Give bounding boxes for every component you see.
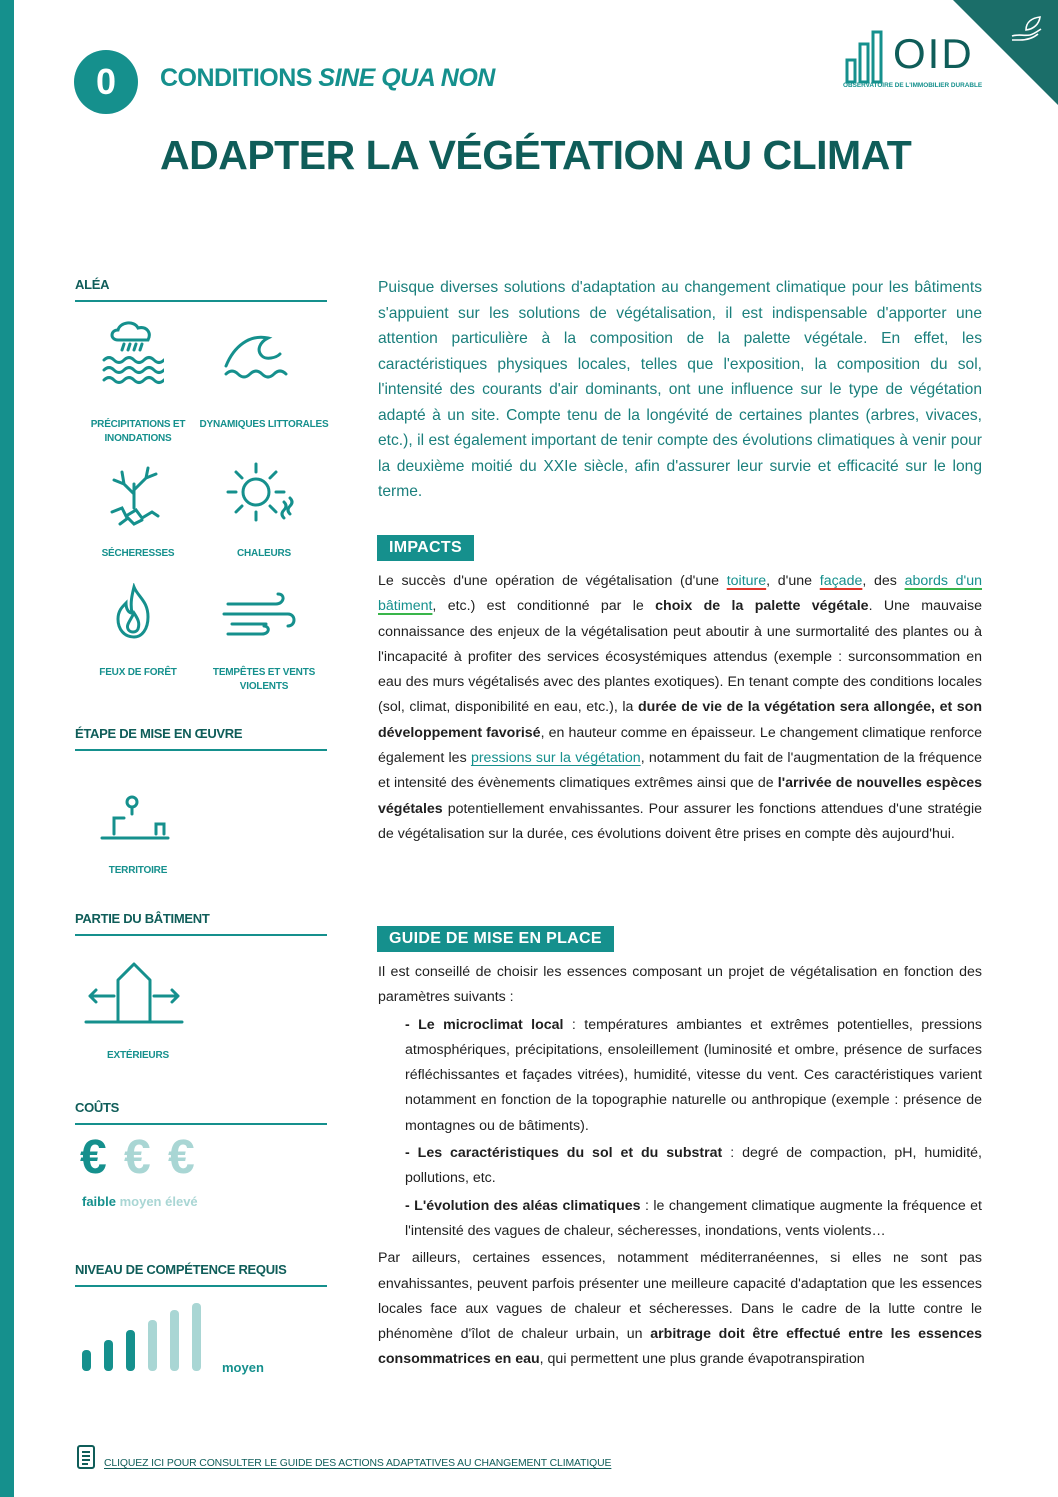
partie-label: EXTÉRIEURS [107, 1050, 169, 1061]
alea-label-littorales: DYNAMIQUES LITTORALES [199, 419, 329, 430]
logo-text: OID [893, 30, 974, 77]
hand-leaf-icon [1008, 14, 1044, 44]
impacts-paragraph: Le succès d'une opération de végétalisation (d'une toiture, d'une façade, des abords d'un bâtiment, etc.) est conditionné par le choix de la palette végétale. Une mauvaise connaissance des enjeux de la végétalisation peut aboutir à une surmortalité des plantes ou à l'incapacité à profiter des services écosystémiques attendus (exemple : surconsommation en eau des murs végétalisés avec des plantes exotiques). En tenant compte des conditions locales (sol, climat, disponibilité en eau, etc.), la durée de vie de la végétation sera allongée, et son développement favorisé, en hauteur comme en épaisseur. Le changement climatique renforce également les pressions sur la végétation, notamment du fait de l'augmentation de la fréquence et intensité des évènements climatiques extrêmes ainsi que de l'arrivée de nouvelles espèces végétales potentiellement envahissantes. Pour assurer les fonctions attendues d'une stratégie de végétalisation sur la durée, ces évolutions doivent être prises en compte dès aujourd'hui. [378, 573, 983, 842]
competence-bar-1 [82, 1350, 91, 1371]
partie-heading: PARTIE DU BÂTIMENT [75, 911, 327, 936]
cost-level-moyen: moyen [119, 1194, 162, 1209]
link-toiture[interactable]: toiture [726, 573, 767, 589]
link-abords[interactable]: abords d'un bâtiment [378, 573, 983, 615]
cost-euro-faible: € [80, 1131, 107, 1184]
alea-label-chaleurs: CHALEURS [237, 548, 291, 559]
impacts-tag: IMPACTS [377, 535, 474, 561]
couts-heading: COÛTS [75, 1100, 327, 1125]
link-pressions[interactable]: pressions sur la végétation [470, 750, 641, 767]
cost-level-eleve: élevé [165, 1194, 198, 1209]
alea-label-tempetes: TEMPÊTES ET VENTS VIOLENTS [212, 667, 316, 692]
competence-bar-4 [148, 1320, 157, 1371]
document-icon [76, 1444, 96, 1470]
link-facade[interactable]: façade [819, 573, 863, 589]
cost-euro-eleve: € [168, 1131, 195, 1184]
guide-content [378, 960, 982, 1373]
page-title: ADAPTER LA VÉGÉTATION AU CLIMAT [160, 132, 912, 178]
alea-label-precipitations: PRÉCIPITATIONS ET INONDATIONS [90, 419, 186, 444]
guide-paragraph: Par ailleurs, certaines essences, notamment méditerranéennes, si elles ne sont pas envahissantes, peuvent parfois présenter une meilleure capacité d'adaptation que les essences locales face aux vagues de chaleur et sécheresses. Dans le cadre de la lutte contre le phénomène d'îlot de chaleur urbain, un arbitrage doit être effectué entre les essences consommatrices en eau, qui permettent une plus grande évapotranspiration [378, 1250, 983, 1368]
logo-tagline: OBSERVATOIRE DE L'IMMOBILIER DURABLE [843, 82, 983, 89]
left-accent-bar [0, 0, 14, 1497]
competence-heading: NIVEAU DE COMPÉTENCE REQUIS [75, 1262, 327, 1287]
competence-bar-3 [126, 1330, 135, 1371]
guide-item-sol: - Les caractéristiques du sol et du substrat : degré de compaction, pH, humidité, pollutions, etc. [405, 1145, 982, 1187]
cost-levels [82, 1194, 198, 1209]
competence-bar-2 [104, 1340, 113, 1371]
section-number-badge: 0 [74, 50, 138, 114]
sun-icon [224, 458, 296, 528]
exterior-building-icon [84, 958, 184, 1030]
alea-heading: ALÉA [75, 277, 327, 302]
guide-item-microclimat: - Le microclimat local : températures ambiantes et extrêmes potentielles, pressions atmosphériques, précipitations, ensoleillement (luminosité et ombre, présence de surfaces réfléchissantes et façades vitrées), humidité, vitesse du vent. Ces caractéristiques varient notamment en fonction de la topographie naturelle ou anthropique (exemple : présence de montagnes ou de bâtiments). [405, 1016, 982, 1134]
competence-bar-5 [170, 1310, 179, 1371]
guide-link[interactable]: CLIQUEZ ICI POUR CONSULTER LE GUIDE DES ACTIONS ADAPTATIVES AU CHANGEMENT CLIMATIQUE [104, 1458, 612, 1469]
etape-heading: ÉTAPE DE MISE EN ŒUVRE [75, 726, 327, 751]
intro-paragraph: Puisque diverses solutions d'adaptation au changement climatique pour les bâtiments s'appuient sur les solutions de végétalisation, il est indispensable d'apporter une attention particulière à la composition de la palette végétale. En effet, les caractéristiques physiques locales, telles que l'exposition, la composition du sol, l'intensité des courants d'air dominants, ont une influence sur le type de végétation adapté à un site. Compte tenu de la longévité de certaines plantes (arbres, vivaces, etc.), il est également important de tenir compte des évolutions climatiques à venir pour la deuxième moitié du XXIe siècle, afin d'assurer leur survie et efficacité sur le long terme. [378, 279, 982, 500]
guide-tag: GUIDE DE MISE EN PLACE [377, 926, 614, 952]
competence-bar-6 [192, 1303, 201, 1371]
cost-level-faible: faible [82, 1194, 116, 1209]
alea-label-feux: FEUX DE FORÊT [99, 667, 177, 678]
drought-icon [102, 460, 166, 530]
territory-icon [100, 790, 170, 846]
fire-icon [104, 583, 164, 645]
competence-level-label: moyen [222, 1360, 264, 1375]
alea-label-secheresses: SÉCHERESSES [101, 548, 175, 559]
cost-euro-moyen: € [124, 1131, 151, 1184]
guide-intro: Il est conseillé de choisir les essences composant un projet de végétalisation en fonction des paramètres suivants : [378, 964, 982, 1006]
guide-item-aleas: - L'évolution des aléas climatiques : le changement climatique augmente la fréquence et l'intensité des vagues de chaleur, sécheresses, inondations, vents violents… [405, 1197, 982, 1239]
etape-label: TERRITOIRE [108, 865, 168, 876]
wind-icon [222, 590, 298, 640]
rain-flood-icon [100, 318, 164, 388]
wave-icon [222, 330, 294, 380]
section-label: CONDITIONS SINE QUA NON [160, 64, 495, 92]
